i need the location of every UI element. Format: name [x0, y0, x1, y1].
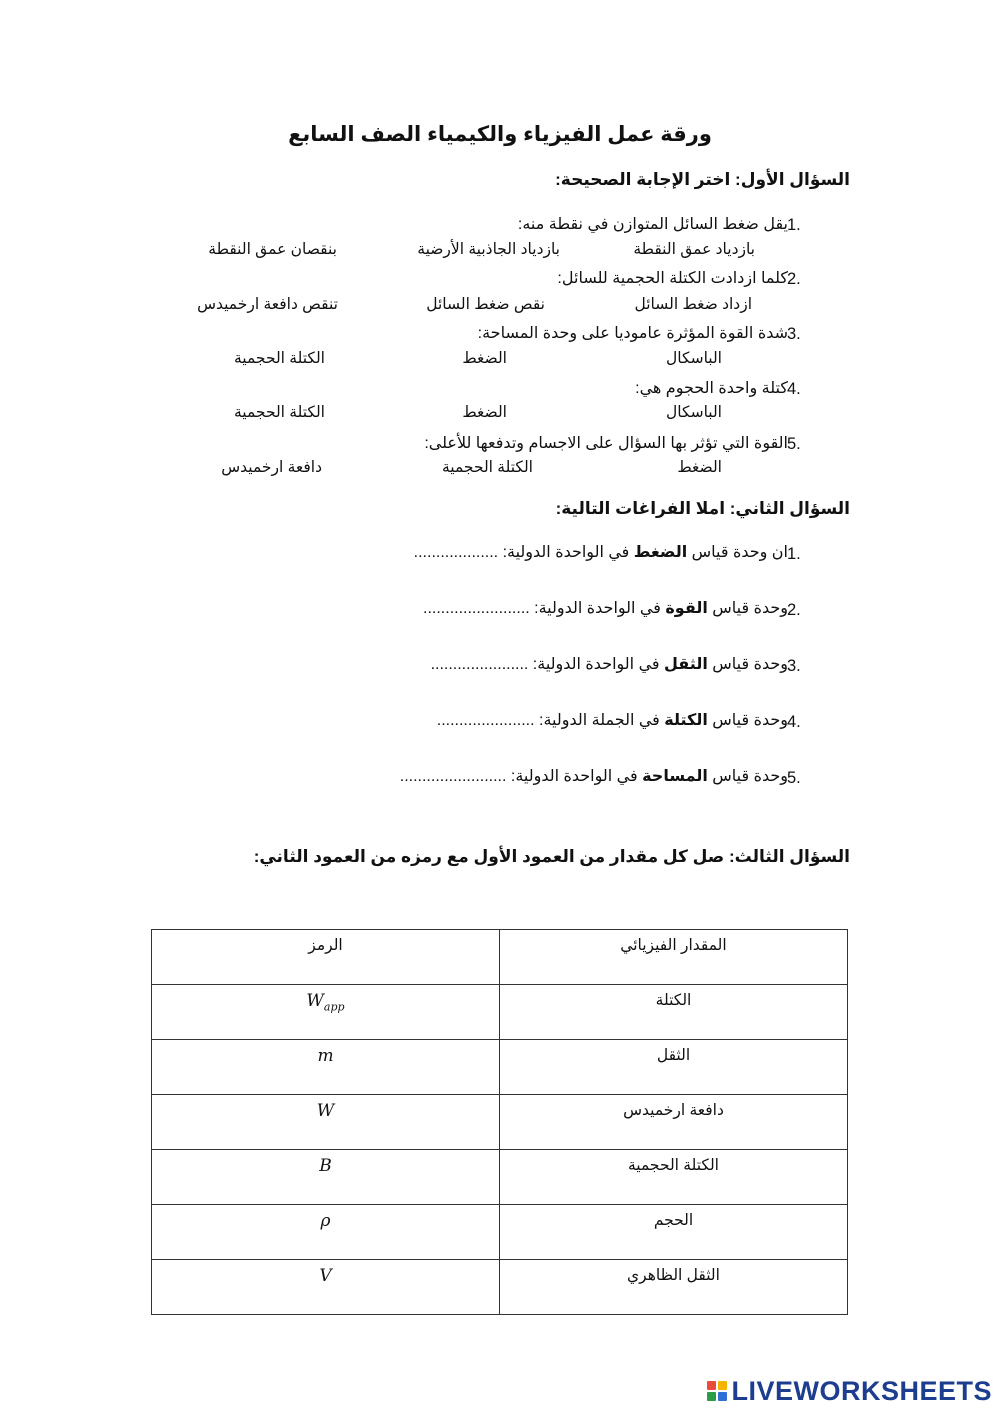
table-row — [152, 985, 848, 1040]
q1-option[interactable]: الضغط — [462, 350, 507, 367]
q2-item: وحدة قياس الثقل في الواحدة الدولية: ...................... — [430, 656, 788, 673]
logo-block — [718, 1392, 727, 1401]
quantity-cell[interactable]: الثقل الظاهري — [500, 1260, 848, 1315]
quantity-cell[interactable]: الحجم — [500, 1205, 848, 1260]
q1-option[interactable]: الكتلة الحجمية — [233, 350, 325, 367]
symbol-cell[interactable]: ρ — [152, 1205, 500, 1260]
blank-field[interactable]: ........................ — [423, 600, 530, 617]
q2-item-number: 5. — [787, 769, 801, 787]
q1-item-text: يقل ضغط السائل المتوازن في نقطة منه: — [517, 216, 788, 233]
q1-heading: السؤال الأول: اختر الإجابة الصحيحة: — [555, 170, 850, 189]
table-row — [152, 1095, 848, 1150]
table-row — [152, 1205, 848, 1260]
q2-heading: السؤال الثاني: املا الفراغات التالية: — [555, 499, 850, 518]
liveworksheets-logo — [707, 1376, 992, 1406]
q1-option[interactable]: الكتلة الحجمية — [233, 404, 325, 421]
q1-option[interactable]: الباسكال — [666, 350, 722, 367]
q1-option[interactable]: بنقصان عمق النقطة — [208, 241, 337, 258]
symbol-cell[interactable]: V — [152, 1260, 500, 1315]
symbol-cell[interactable]: m — [152, 1040, 500, 1095]
symbol-cell[interactable]: B — [152, 1150, 500, 1205]
q2-item-number: 2. — [787, 601, 801, 619]
logo-block — [707, 1381, 716, 1390]
q1-item-number: 4. — [787, 380, 801, 398]
q1-item-number: 3. — [787, 325, 801, 343]
q1-item-text: كتلة واحدة الحجوم هي: — [635, 380, 788, 397]
q1-option[interactable]: بازدياد عمق النقطة — [633, 241, 755, 258]
table-row — [152, 1040, 848, 1095]
q1-option[interactable]: بازدياد الجاذبية الأرضية — [417, 241, 560, 258]
worksheet-title: ورقة عمل الفيزياء والكيمياء الصف السابع — [288, 123, 712, 146]
quantity-cell[interactable]: الكتلة — [500, 985, 848, 1040]
q2-item-number: 1. — [787, 545, 801, 563]
quantity-cell[interactable]: دافعة ارخميدس — [500, 1095, 848, 1150]
q1-item-number: 5. — [787, 435, 801, 453]
symbol-cell[interactable]: $W_{app}$ — [152, 985, 500, 1040]
q1-option[interactable]: نقص ضغط السائل — [426, 296, 545, 313]
q1-item-number: 1. — [787, 216, 801, 234]
q1-option[interactable]: الباسكال — [666, 404, 722, 421]
q3-heading: السؤال الثالث: صل كل مقدار من العمود الأول مع رمزه من العمود الثاني: — [253, 847, 850, 866]
blank-field[interactable]: ................... — [413, 544, 499, 561]
q2-item: وحدة قياس الكتلة في الجملة الدولية: ...................... — [436, 712, 788, 729]
blank-field[interactable]: ........................ — [399, 768, 507, 785]
q2-item: ان وحدة قياس الضغط في الواحدة الدولية: ................... — [413, 544, 788, 561]
quantity-cell[interactable]: الثقل — [500, 1040, 848, 1095]
table-row — [152, 1260, 848, 1315]
blank-field[interactable]: ...................... — [436, 712, 535, 729]
symbol-cell[interactable]: W — [152, 1095, 500, 1150]
q1-item-text: شدة القوة المؤثرة عاموديا على وحدة المساحة: — [477, 325, 788, 342]
table-row — [152, 1150, 848, 1205]
q2-item: وحدة قياس المساحة في الواحدة الدولية: ........................ — [399, 768, 788, 785]
q1-option[interactable]: الضغط — [462, 404, 507, 421]
q1-item-text: كلما ازدادت الكتلة الحجمية للسائل: — [557, 270, 788, 287]
q1-option[interactable]: الكتلة الحجمية — [441, 459, 533, 476]
table-header-row — [152, 930, 848, 985]
q2-item-number: 4. — [787, 713, 801, 731]
q1-item-text: القوة التي تؤثر بها السؤال على الاجسام وتدفعها للأعلى: — [424, 435, 788, 452]
logo-blocks-icon — [707, 1381, 727, 1401]
q1-option[interactable]: الضغط — [677, 459, 722, 476]
logo-block — [718, 1381, 727, 1390]
q2-item-number: 3. — [787, 657, 801, 675]
q1-option[interactable]: ازداد ضغط السائل — [634, 296, 752, 313]
logo-block — [707, 1392, 716, 1401]
q2-item: وحدة قياس القوة في الواحدة الدولية: ........................ — [423, 600, 788, 617]
column-header-quantity: المقدار الفيزيائي — [500, 930, 848, 985]
quantity-cell[interactable]: الكتلة الحجمية — [500, 1150, 848, 1205]
column-header-symbol: الرمز — [152, 930, 500, 985]
q1-option[interactable]: تنقص دافعة ارخميدس — [197, 296, 338, 313]
q1-item-number: 2. — [787, 270, 801, 288]
matching-table — [151, 929, 848, 1315]
blank-field[interactable]: ...................... — [430, 656, 529, 673]
logo-text: LIVEWORKSHEETS — [731, 1375, 992, 1406]
q1-option[interactable]: دافعة ارخميدس — [221, 459, 322, 476]
